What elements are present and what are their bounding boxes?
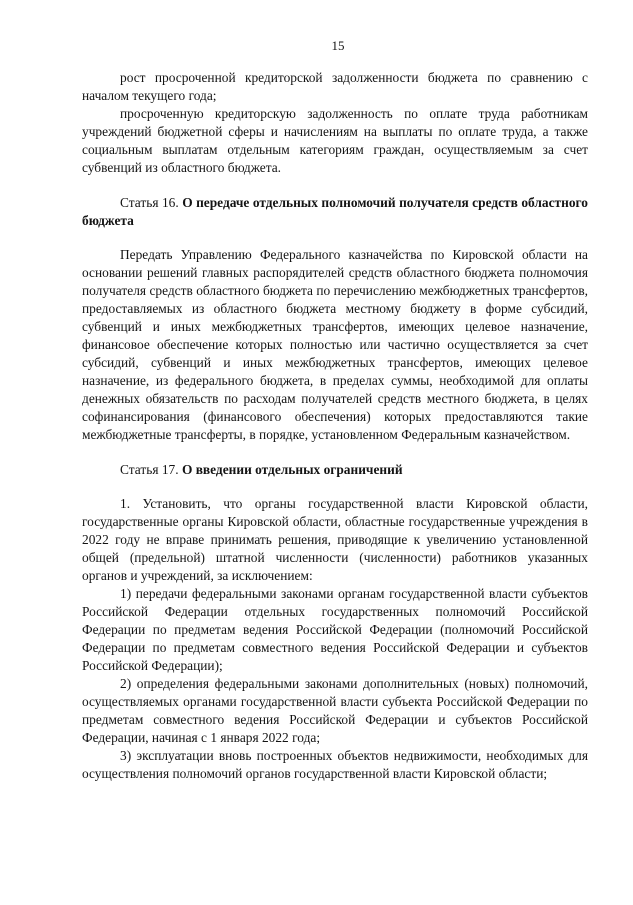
spacer xyxy=(82,444,588,461)
paragraph: 1. Установить, что органы государственной власти Кировской области, государственные органы Кировской области, областные государственные учреждения в 2022 году не вправе принимать решения, приводящие к увеличению установленной общей (предельной) штатной численности (численности) работников указанных органов и учреждений, за исключением: xyxy=(82,496,588,583)
article-17-heading xyxy=(82,461,588,479)
article-16-heading xyxy=(82,194,588,230)
spacer xyxy=(82,479,588,495)
paragraph: 3) эксплуатации вновь построенных объектов недвижимости, необходимых для осуществления полномочий органов государственной власти Кировской области; xyxy=(82,748,588,781)
paragraph: рост просроченной кредиторской задолженности бюджета по сравнению с началом текущего года; xyxy=(82,70,588,103)
article-16-number: Статья 16. xyxy=(120,195,179,210)
paragraph: 1) передачи федеральными законами органам государственной власти субъектов Российской Федерации отдельных государственных полномочий Российской Федерации по предметам ведения Российской Федерации (полномочий Российской Федерации по предметам совместного ведения Российской Федерации и субъектов Российской Федерации); xyxy=(82,586,588,673)
article-17-number: Статья 17. xyxy=(120,462,179,477)
paragraph: просроченную кредиторскую задолженность по оплате труда работникам учреждений бюджетной сферы и начислениям на выплаты по оплате труда, а также социальным выплатам отдельным категориям граждан, осуществляемым за счет субвенций из областного бюджета. xyxy=(82,106,588,175)
article-17-title: О введении отдельных ограничений xyxy=(181,462,403,477)
spacer xyxy=(82,230,588,246)
article-16-title: О передаче отдельных полномочий получателя средств областного бюджета xyxy=(82,195,588,228)
page-number: 15 xyxy=(331,38,345,53)
paragraph: 2) определения федеральными законами дополнительных (новых) полномочий, осуществляемых органами государственной власти субъекта Российской Федерации по предметам совместного ведения Российской Федерации и субъектов Российской Федерации, начиная с 1 января 2022 года; xyxy=(82,676,588,745)
spacer xyxy=(82,177,588,194)
paragraph: Передать Управлению Федерального казначейства по Кировской области на основании решений главных распорядителей средств областного бюджета полномочия получателя средств областного бюджета по перечислению межбюджетных трансфертов, предоставляемых из областного бюджета местному бюджету в форме субсидий, субвенций и иных межбюджетных трансфертов, имеющих целевое назначение, финансовое обеспечение которых полностью или частично осуществляется за счет субсидий, субвенций и иных межбюджетных трансфертов, имеющих целевое назначение, из федерального бюджета, в пределах суммы, необходимой для оплаты денежных обязательств по расходам получателей средств местного бюджета, в целях софинансирования (финансового обеспечения) которых предоставляются такие межбюджетные трансферты, в порядке, установленном Федеральным казначейством. xyxy=(82,247,588,442)
